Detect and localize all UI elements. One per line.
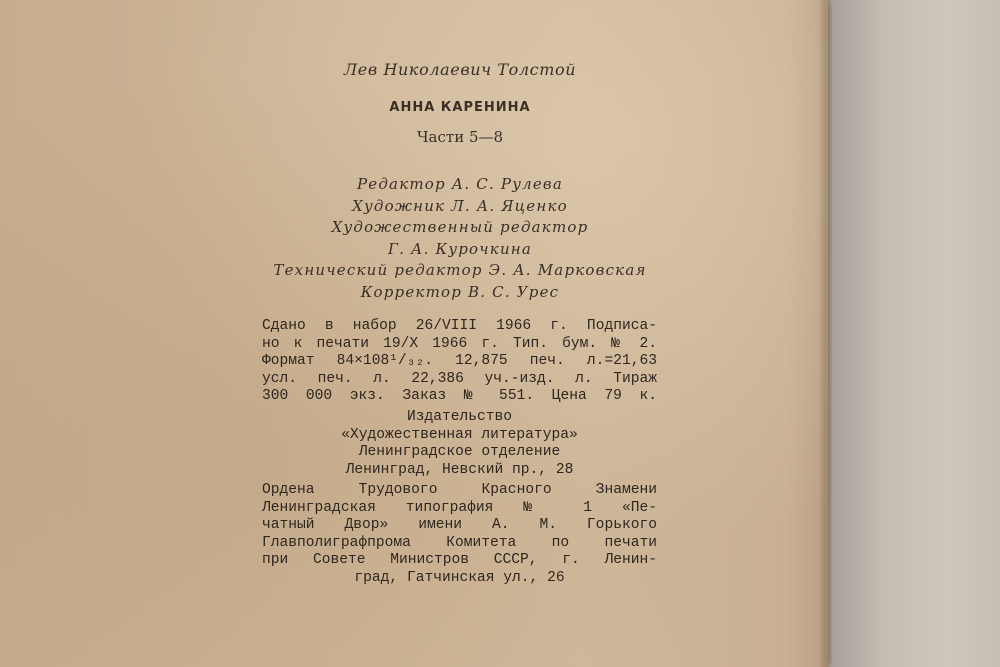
publisher-line: «Художественная литература» [341,426,578,443]
credit-line: Редактор А. С. Рулева [356,175,563,193]
printer-line: при Совете Министров СССР, г. Ленин- [262,552,657,569]
book-parts: Части 5—8 [416,128,504,146]
colophon-line: но к печати 19/X 1966 г. Тип. бум. № 2. [262,335,657,352]
printer-block [262,482,657,588]
printer-line: град, Гатчинская ул., 26 [354,569,565,586]
publisher-line: Издательство [406,409,513,425]
credit-line: Технический редактор Э. А. Марковская [273,261,647,279]
printer-line: Ленинградская типография № 1 «Пе- [262,499,657,516]
colophon-line: усл. печ. л. 22,386 уч.-изд. л. Тираж [262,370,657,387]
credit-line: Художественный редактор [331,218,589,236]
next-page-edge [832,0,1000,667]
colophon-line: Формат 84×108¹/₃₂. 12,875 печ. л.=21,63 [262,353,657,370]
credits-block [240,174,680,303]
credit-line: Корректор В. С. Урес [360,282,560,301]
colophon-line: 300 000 экз. Заказ № 551. Цена 79 к. [262,388,657,405]
publisher-block [262,409,657,479]
colophon-block [262,318,657,406]
credit-line: Г. А. Курочкина [387,239,533,258]
publisher-line: Ленинград, Невский пр., 28 [345,461,574,478]
credit-line: Художник Л. А. Яценко [352,196,568,215]
printer-line: Главполиграфпрома Комитета по печати [262,534,657,551]
book-title: АННА КАРЕНИНА [389,100,531,115]
page-edge-shadow [818,0,832,667]
author-name: Лев Николаевич Толстой [343,60,577,79]
publisher-line: Ленинградское отделение [358,444,561,461]
printer-line: чатный Двор» имени А. М. Горького [262,517,657,534]
colophon-line: Сдано в набор 26/VIII 1966 г. Подписа- [262,318,657,334]
printer-line: Ордена Трудового Красного Знамени [262,482,657,498]
